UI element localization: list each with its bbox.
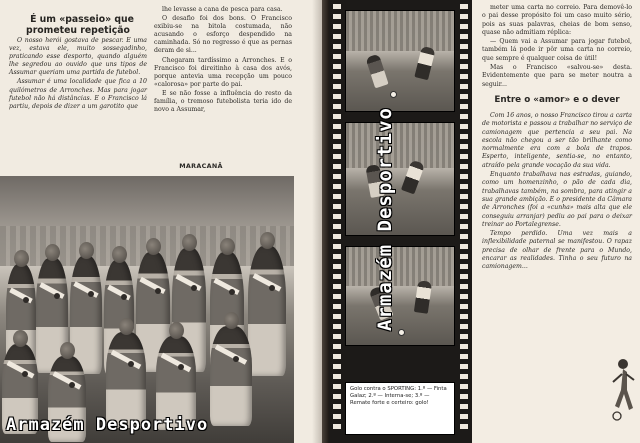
film-frame-1 xyxy=(345,10,455,112)
right-text-top xyxy=(482,4,632,89)
team-photo xyxy=(0,176,294,443)
watermark-vertical: Armazém Desportivo xyxy=(374,107,396,331)
spine-gutter xyxy=(322,0,329,443)
left-column-a xyxy=(9,14,147,112)
left-column-b xyxy=(154,6,292,115)
paragraph: — Quem vai a Assumar para jogar futebol, também lá pode ir pôr uma carta no correio, que sempre é qualquer coisa de útil! xyxy=(482,38,632,62)
paragraph: Tempo perdido. Uma vez mais a inflexibilidade paternal se manifestou. O rapaz precisa de olhar de frente para o Mundo, encarar as realidades. Tinha o seu futuro na camionagem... xyxy=(482,230,632,271)
filmstrip xyxy=(329,0,472,443)
paragraph: lhe levasse a cana de pesca para casa. xyxy=(162,6,283,13)
paragraph: Mas o Francisco «salvou-se» desta. Evidentemente que para se meter noutra a seguir... xyxy=(482,64,632,88)
section-heading-amor-dever: Entre o «amor» e o dever xyxy=(494,94,620,105)
film-frame-2 xyxy=(345,122,455,236)
film-frame-3 xyxy=(345,246,455,346)
sprocket-holes-right xyxy=(460,4,468,434)
player-figure xyxy=(248,246,286,376)
section-heading-passeio: É um «passeio» que prometeu repetição xyxy=(26,14,134,36)
photo-caption: MARACANÃ xyxy=(179,162,223,170)
sprocket-holes-left xyxy=(333,4,341,434)
paragraph: Chegaram tardíssimo a Arronches. E o Francisco foi direitinho à casa dos avós, porque antevia uma recepção um pouco «calorosa» por parte do pai. xyxy=(154,56,292,88)
paragraph: Com 16 anos, o nosso Francisco tirou a carta de motorista e passou a trabalhar no serviço de camionagem que pertencia a seu pai. Na escola não chegou a ser tão brilhante como normalmente era com a bola de trapos. Esperto, inteligente, sentia-se, no entanto, atraído pela grande vocação da sua vida. xyxy=(482,111,632,169)
right-text-bottom xyxy=(482,112,632,272)
paragraph: O nosso herói gostava de pescar. E uma vez, estava ele, muito sossegadinho, praticando esse desporto, quando alguém lhe segredou ao ouvido que uns tipos de Assumar queriam uma partida de futebol. xyxy=(9,37,147,77)
right-column xyxy=(482,4,632,273)
paragraph: O desafio foi dos bons. O Francisco exibiu-se na bitola costumada, não acusando o esforço despendido na caminhada. Só no regresso é que as pernas deram de si... xyxy=(154,15,292,55)
watermark-text: Armazém Desportivo xyxy=(6,415,209,435)
player-figure xyxy=(106,332,146,428)
paragraph: E se não fosse a influência do resto da família, o tremoso futebolista teria ido de novo a Assumar, xyxy=(154,89,292,114)
filmstrip-caption: Golo contra o SPORTING: 1.º — Finta Galaz; 2.º — Interna-se; 3.º — Remate forte e certeiro: golo! xyxy=(345,382,455,435)
paragraph: Assumar é uma localidade que fica a 10 quilómetros de Arronches. Mas para jogar futebol não há distâncias. E o Francisco lá partiu, depois de dizer a um garotito que xyxy=(9,78,147,110)
player-figure xyxy=(210,326,252,426)
paragraph: meter uma carta no correio. Para demovê-lo o pai desse propósito foi um caso muito sério, pois as suas palavras, cheias de bom senso, quase não admitiam réplica: xyxy=(482,4,632,36)
left-column-a-text xyxy=(9,37,147,111)
player-sketch-illustration xyxy=(607,356,637,422)
paragraph: Enquanto trabalhava nas estradas, guiando, como um homenzinho, o pão de cada dia, trabalhavas também, na sombra, para atingir a sua grande ambição. E o presidente da Câmara de Arronches (foi a «cunha» mais alta que ele conseguiu arranjar) pediu ao pai para o deixar treinar ao Portalegrense. xyxy=(482,171,632,228)
